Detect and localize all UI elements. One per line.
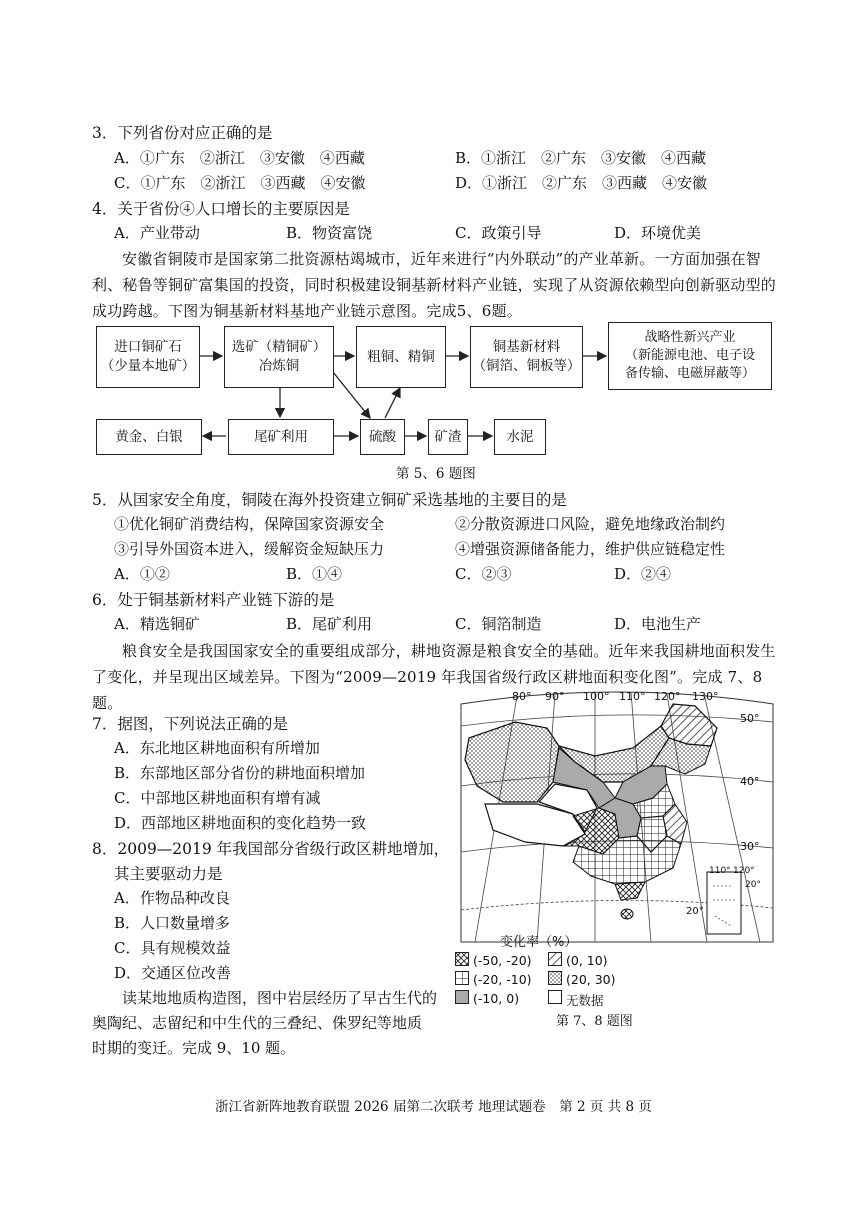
box-smelting-line1: 选矿（精铜矿） xyxy=(231,339,327,355)
box-tailings-label: 尾矿利用 xyxy=(254,428,308,445)
box-gold-silver-label: 黄金、白银 xyxy=(115,428,183,445)
box-strategic-line3: 备传输、电磁屏蔽等） xyxy=(624,366,755,381)
legend-swatch-diagonal xyxy=(548,952,562,966)
lon-label-120: 120° xyxy=(654,690,681,703)
q5-item-1: ①优化铜矿消费结构，保障国家资源安全 xyxy=(114,515,385,533)
box-cement xyxy=(494,419,546,455)
q5-stem: 5．从国家安全角度，铜陵在海外投资建立铜矿采选基地的主要目的是 xyxy=(92,491,567,509)
lat-label-50: 50° xyxy=(740,712,760,725)
q6-stem: 6．处于铜基新材料产业链下游的是 xyxy=(92,591,335,609)
q6-option-a: A．精选铜矿 xyxy=(114,615,200,633)
intro-questions-5-6: 安徽省铜陵市是国家第二批资源枯竭城市，近年来进行“内外联动”的产业革新。一方面加强在智利、秘鲁等铜矿富集国的投资，同时积极建设铜基新材料产业链，实现了从资源依赖型向创新驱动型的成功跨越。下图为铜基新材料基地产业链示意图。完成5、6题。 xyxy=(92,250,777,320)
legend-swatch-crosshatch xyxy=(455,952,469,966)
intro-questions-7-8: 粮食安全是我国国家安全的重要组成部分，耕地资源是粮食安全的基础。近年来我国耕地面积发生了变化，并呈现出区域差异。下图为“2009—2019 年我国省级行政区耕地面积变化图”。完成 7、8 题。 xyxy=(92,642,776,712)
box-copper-materials xyxy=(470,326,583,388)
q4-option-b: B．物资富饶 xyxy=(286,224,373,242)
q3-option-d: D．①浙江 ②广东 ③西藏 ④安徽 xyxy=(455,174,708,192)
q8-option-c: C．具有规模效益 xyxy=(114,939,231,957)
q5-option-d: D．②④ xyxy=(614,565,672,583)
box-strategic-line2: （新能源电池、电子设 xyxy=(624,348,755,363)
inset-lat-20: 20° xyxy=(745,880,761,890)
legend-title: 变化率（%） xyxy=(500,935,578,950)
q5-option-a: A．①② xyxy=(114,565,170,583)
intro-questions-9-10-line1: 读某地地质构造图，图中岩层经历了早古生代的 xyxy=(122,989,438,1007)
flow-arrows xyxy=(0,0,867,460)
q3-stem: 3．下列省份对应正确的是 xyxy=(92,124,273,142)
intro-questions-9-10-line2: 奥陶纪、志留纪和中生代的三叠纪、侏罗纪等地质 xyxy=(92,1014,423,1032)
legend-swatch-dots xyxy=(548,971,562,985)
page-footer: 浙江省新阵地教育联盟 2026 届第二次联考 地理试题卷 第 2 页 共 8 页 xyxy=(215,1099,652,1115)
box-cement-label: 水泥 xyxy=(506,428,534,445)
lon-label-80: 80° xyxy=(512,690,532,703)
q3-option-a: A．①广东 ②浙江 ③安徽 ④西藏 xyxy=(114,149,365,167)
q7-option-d: D．西部地区耕地面积的变化趋势一致 xyxy=(114,814,367,832)
inset-lon-120: 120° xyxy=(733,866,755,876)
box-copper-materials-line2: （铜箔、铜板等） xyxy=(472,358,581,374)
box-sulfuric-acid-label: 硫酸 xyxy=(369,428,396,445)
inset-lon-110: 110° xyxy=(709,866,731,876)
box-import-ore-line1: 进口铜矿石 xyxy=(114,339,182,355)
legend-swatch-gray xyxy=(455,990,469,1004)
box-slag xyxy=(428,419,468,455)
q3-option-b: B．①浙江 ②广东 ③安徽 ④西藏 xyxy=(455,149,707,167)
q7-stem: 7．据图，下列说法正确的是 xyxy=(92,715,288,733)
box-import-ore-line2: （少量本地矿） xyxy=(100,358,196,374)
q4-option-c: C．政策引导 xyxy=(455,224,542,242)
q5-item-4: ④增强资源储备能力，维护供应链稳定性 xyxy=(455,540,726,558)
q8-stem-line1: 8．2009—2019 年我国部分省级行政区耕地增加， xyxy=(92,840,450,858)
legend-label-20-30: (20, 30) xyxy=(566,972,616,987)
q8-stem-line2: 其主要驱动力是 xyxy=(114,865,223,883)
box-tailings xyxy=(228,419,334,455)
q8-option-d: D．交通区位改善 xyxy=(114,964,232,982)
lat-label-40: 40° xyxy=(740,775,760,788)
q4-option-a: A．产业带动 xyxy=(114,224,200,242)
q6-option-d: D．电池生产 xyxy=(614,615,702,633)
box-sulfuric-acid xyxy=(360,419,405,455)
box-strategic-industries xyxy=(608,322,772,390)
legend-label-no-data: 无数据 xyxy=(566,993,604,1008)
box-crude-copper-label: 粗铜、精铜 xyxy=(367,348,435,365)
lat-label-30: 30° xyxy=(740,840,760,853)
q7-option-c: C．中部地区耕地面积有增有减 xyxy=(114,789,321,807)
q8-option-b: B．人口数量增多 xyxy=(114,914,231,932)
box-import-ore xyxy=(96,326,200,388)
intro-questions-9-10-line3: 时期的变迁。完成 9、10 题。 xyxy=(92,1039,296,1057)
q3-option-c: C．①广东 ②浙江 ③西藏 ④安徽 xyxy=(114,174,366,192)
lon-label-130: 130° xyxy=(692,690,719,703)
box-gold-silver xyxy=(96,419,202,455)
q4-option-d: D．环境优美 xyxy=(614,224,702,242)
legend-swatch-grid xyxy=(455,971,469,985)
lat-label-20: 20° xyxy=(686,906,704,917)
q7-option-a: A．东北地区耕地面积有所增加 xyxy=(114,739,320,757)
legend-label-minus50-minus20: (-50, -20) xyxy=(473,953,532,968)
box-smelting-line2: 冶炼铜 xyxy=(258,358,300,374)
figure-caption-7-8: 第 7、8 题图 xyxy=(556,1014,633,1029)
q5-option-b: B．①④ xyxy=(286,565,343,583)
q5-item-3: ③引导外国资本进入，缓解资金短缺压力 xyxy=(114,540,385,558)
q5-item-2: ②分散资源进口风险，避免地缘政治制约 xyxy=(455,515,726,533)
q8-option-a: A．作物品种改良 xyxy=(114,889,230,907)
legend-swatch-blank xyxy=(548,990,562,1004)
box-slag-label: 矿渣 xyxy=(434,428,462,445)
box-smelting xyxy=(224,326,334,388)
box-copper-materials-line1: 铜基新材料 xyxy=(492,339,561,355)
q6-option-b: B．尾矿利用 xyxy=(286,615,373,633)
q7-option-b: B．东部地区部分省份的耕地面积增加 xyxy=(114,764,366,782)
box-crude-copper xyxy=(356,326,446,388)
lon-label-100: 100° xyxy=(583,690,610,703)
lon-label-110: 110° xyxy=(619,690,646,703)
q6-option-c: C．铜箔制造 xyxy=(455,615,542,633)
legend-label-minus20-minus10: (-20, -10) xyxy=(473,972,532,987)
figure-caption-5-6: 第 5、6 题图 xyxy=(396,466,476,482)
legend-label-0-10: (0, 10) xyxy=(566,953,608,968)
lon-label-90: 90° xyxy=(545,690,565,703)
box-strategic-line1: 战略性新兴产业 xyxy=(644,330,736,345)
q4-stem: 4．关于省份④人口增长的主要原因是 xyxy=(92,200,350,218)
china-map-graphic xyxy=(455,686,775,946)
q5-option-c: C．②③ xyxy=(455,565,512,583)
legend-label-minus10-0: (-10, 0) xyxy=(473,991,520,1006)
